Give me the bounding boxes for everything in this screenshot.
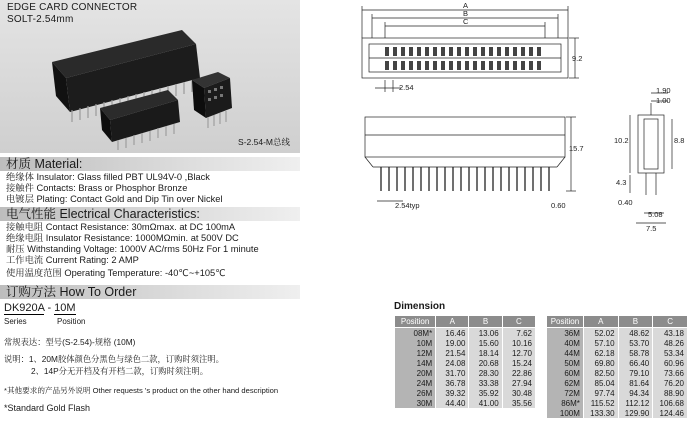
dim-b-label: B (463, 9, 469, 18)
table-row (547, 408, 688, 418)
top-view-drawing (355, 0, 590, 100)
table-cell: 31.70 (436, 368, 469, 378)
table-row (395, 358, 536, 368)
table-cell: 41.00 (469, 398, 502, 408)
material-plating: 电镀层 Plating: Contact Gold and Dip Tin over Nickel (6, 194, 223, 204)
operating-temperature: 使用温度范围 Operating Temperature: -40℃~+105℃ (6, 268, 226, 278)
table-cell: 44.40 (436, 398, 469, 408)
table-cell: 43.18 (653, 328, 688, 339)
side-w1-label: 5.08 (648, 210, 663, 219)
table-row (395, 338, 536, 348)
table-cell: 36M (547, 328, 584, 339)
header-position: Position (395, 316, 436, 328)
standard-gold-note: *Standard Gold Flash (4, 403, 91, 413)
table-row (547, 368, 688, 378)
table-cell: 20M (395, 368, 436, 378)
table-header-row (395, 316, 536, 328)
table-row (395, 388, 536, 398)
dimension-table-right (546, 315, 688, 418)
current-rating: 工作电流 Current Rating: 2 AMP (6, 255, 139, 265)
table-cell: 79.10 (618, 368, 653, 378)
table-cell: 133.30 (583, 408, 618, 418)
product-pitch: SOLT-2.54mm (7, 14, 74, 25)
order-example: 常规表达：型号(S-2.54)-规格 (10M) (4, 337, 136, 347)
table-row (547, 328, 688, 339)
table-cell: 44M (547, 348, 584, 358)
table-cell: 62.18 (583, 348, 618, 358)
table-cell: 52.02 (583, 328, 618, 339)
withstanding-voltage: 耐压 Withstanding Voltage: 1000V AC/rms 50Hz For 1 minute (6, 244, 259, 254)
table-cell: 35.92 (469, 388, 502, 398)
product-photo-panel (0, 0, 300, 153)
table-cell: 14M (395, 358, 436, 368)
table-cell: 16.46 (436, 328, 469, 339)
position-label: Position (57, 317, 86, 326)
table-header-row (547, 316, 688, 328)
header-b: B (469, 316, 502, 328)
front-height-label: 15.7 (569, 144, 584, 153)
table-row (395, 328, 536, 339)
table-cell: 48.62 (618, 328, 653, 339)
side-view-drawing (608, 85, 693, 235)
table-cell: 28.30 (469, 368, 502, 378)
side-pin-label: 0.40 (618, 198, 633, 207)
photo-caption: S-2.54-M总线 (238, 137, 290, 147)
header-a: A (583, 316, 618, 328)
table-cell: 72M (547, 388, 584, 398)
table-cell: 53.34 (653, 348, 688, 358)
table-cell: 82.50 (583, 368, 618, 378)
table-cell: 57.10 (583, 338, 618, 348)
side-top2-label: 1.00 (656, 96, 671, 105)
table-cell: 73.66 (653, 368, 688, 378)
table-row (395, 368, 536, 378)
table-cell: 33.38 (469, 378, 502, 388)
contact-resistance: 接触电阻 Contact Resistance: 30mΩmax. at DC 100mA (6, 222, 236, 232)
table-cell: 27.94 (502, 378, 535, 388)
table-cell: 24M (395, 378, 436, 388)
table-cell: 22.86 (502, 368, 535, 378)
table-cell: 69.80 (583, 358, 618, 368)
table-cell: 50M (547, 358, 584, 368)
table-row (395, 398, 536, 408)
table-cell: 26M (395, 388, 436, 398)
table-cell: 10.16 (502, 338, 535, 348)
table-cell: 30M (395, 398, 436, 408)
side-w2-label: 7.5 (646, 224, 657, 233)
table-cell: 20.68 (469, 358, 502, 368)
table-cell: 7.62 (502, 328, 535, 339)
table-cell: 86M* (547, 398, 584, 408)
order-code (4, 302, 76, 314)
front-pin-label: 0.60 (551, 201, 566, 210)
table-cell: 62M (547, 378, 584, 388)
table-cell: 19.00 (436, 338, 469, 348)
header-position: Position (547, 316, 584, 328)
table-cell: 21.54 (436, 348, 469, 358)
front-view-drawing (355, 105, 590, 215)
dim-a-label: A (463, 1, 469, 10)
other-request-note: *其他要求的产品另外说明 Other requests 's product on the other hand description (4, 386, 279, 395)
header-c: C (502, 316, 535, 328)
table-row (547, 348, 688, 358)
top-pitch-label: 2.54 (399, 83, 414, 92)
table-row (395, 348, 536, 358)
product-name: EDGE CARD CONNECTOR (7, 2, 138, 13)
table-cell: 10M (395, 338, 436, 348)
table-row (547, 338, 688, 348)
table-cell: 15.24 (502, 358, 535, 368)
table-cell: 24.08 (436, 358, 469, 368)
table-cell: 35.56 (502, 398, 535, 408)
product-title (7, 2, 137, 26)
order-note-1: 说明：1、20M胶体颜色分黑色与绿色二款，订购时须注明。 (4, 354, 224, 364)
table-row (547, 388, 688, 398)
header-b: B (618, 316, 653, 328)
table-cell: 36.78 (436, 378, 469, 388)
side-h1-label: 10.2 (614, 136, 629, 145)
table-cell: 66.40 (618, 358, 653, 368)
dimension-table-left (394, 315, 536, 408)
side-tail-label: 4.3 (616, 178, 627, 187)
table-cell: 48.26 (653, 338, 688, 348)
table-cell: 85.04 (583, 378, 618, 388)
small-connector-image (192, 72, 232, 128)
table-cell: 53.70 (618, 338, 653, 348)
dimension-title: Dimension (394, 301, 446, 312)
front-pitch-label: 2.54typ (395, 201, 420, 210)
table-cell: 76.20 (653, 378, 688, 388)
table-cell: 106.68 (653, 398, 688, 408)
table-cell: 08M* (395, 328, 436, 339)
table-row (547, 378, 688, 388)
table-cell: 129.90 (618, 408, 653, 418)
table-row (547, 358, 688, 368)
table-cell: 115.52 (583, 398, 618, 408)
dim-c-label: C (463, 17, 469, 26)
order-title: 订购方法 How To Order (6, 285, 137, 299)
table-cell: 97.74 (583, 388, 618, 398)
side-h2-label: 8.8 (674, 136, 685, 145)
table-cell: 88.90 (653, 388, 688, 398)
order-note-2: 2、14P分无开档及有开档二款，订购时须注明。 (31, 366, 209, 376)
material-insulator: 绝缘体 Insulator: Glass filled PBT UL94V-0 ,Black (6, 172, 210, 182)
order-dash: - (47, 302, 52, 314)
table-row (395, 378, 536, 388)
top-height-label: 9.2 (572, 54, 583, 63)
table-cell: 81.64 (618, 378, 653, 388)
table-cell: 39.32 (436, 388, 469, 398)
series-code: DK920A (4, 302, 45, 314)
header-c: C (653, 316, 688, 328)
table-cell: 94.34 (618, 388, 653, 398)
table-cell: 13.06 (469, 328, 502, 339)
table-cell: 30.48 (502, 388, 535, 398)
material-title: 材质 Material: (6, 157, 83, 171)
table-cell: 112.12 (618, 398, 653, 408)
insulator-resistance: 绝缘电阻 Insulator Resistance: 1000MΩmin. at 500V DC (6, 233, 239, 243)
table-cell: 100M (547, 408, 584, 418)
header-a: A (436, 316, 469, 328)
table-cell: 12M (395, 348, 436, 358)
table-cell: 18.14 (469, 348, 502, 358)
electrical-title: 电气性能 Electrical Characteristics: (6, 207, 200, 221)
table-cell: 58.78 (618, 348, 653, 358)
side-top1-label: 1.90 (656, 86, 671, 95)
position-code: 10M (54, 302, 76, 314)
series-label: Series (4, 317, 27, 326)
table-cell: 124.46 (653, 408, 688, 418)
table-cell: 12.70 (502, 348, 535, 358)
table-cell: 60.96 (653, 358, 688, 368)
material-contacts: 接触件 Contacts: Brass or Phosphor Bronze (6, 183, 188, 193)
table-cell: 15.60 (469, 338, 502, 348)
table-row (547, 398, 688, 408)
table-cell: 60M (547, 368, 584, 378)
table-cell: 40M (547, 338, 584, 348)
